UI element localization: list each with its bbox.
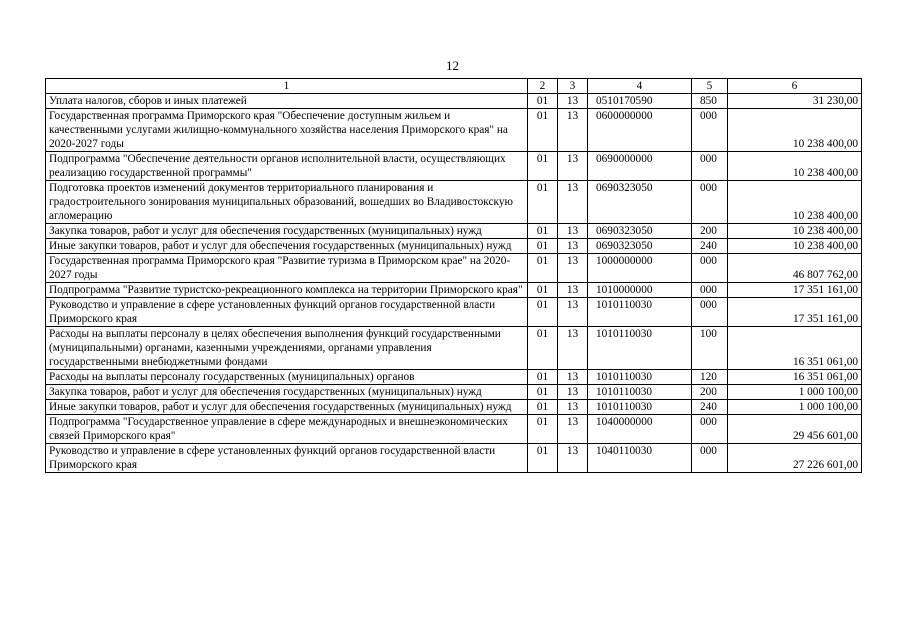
row-section: 01 xyxy=(528,254,558,283)
table-row xyxy=(46,298,862,327)
row-subsection: 13 xyxy=(558,283,588,298)
row-section: 01 xyxy=(528,444,558,473)
row-subsection: 13 xyxy=(558,109,588,152)
table-row xyxy=(46,254,862,283)
row-subsection: 13 xyxy=(558,298,588,327)
row-name: Руководство и управление в сфере установленных функций органов государственной власти Приморского края xyxy=(46,444,528,473)
row-subsection: 13 xyxy=(558,444,588,473)
row-target-item: 0690323050 xyxy=(588,224,692,239)
row-section: 01 xyxy=(528,109,558,152)
table-row xyxy=(46,109,862,152)
row-target-item: 1010110030 xyxy=(588,298,692,327)
row-target-item: 0690323050 xyxy=(588,181,692,224)
table-row xyxy=(46,444,862,473)
row-name: Подпрограмма "Обеспечение деятельности органов исполнительной власти, осуществляющих реализацию государственной программы" xyxy=(46,152,528,181)
row-expense-type: 000 xyxy=(692,298,728,327)
row-target-item: 1040000000 xyxy=(588,415,692,444)
row-name: Иные закупки товаров, работ и услуг для обеспечения государственных (муниципальных) нужд xyxy=(46,400,528,415)
table-row xyxy=(46,94,862,109)
row-target-item: 1000000000 xyxy=(588,254,692,283)
header-col-3: 3 xyxy=(558,79,588,94)
header-col-6: 6 xyxy=(728,79,862,94)
table-row xyxy=(46,224,862,239)
row-section: 01 xyxy=(528,152,558,181)
row-subsection: 13 xyxy=(558,254,588,283)
row-subsection: 13 xyxy=(558,385,588,400)
row-expense-type: 240 xyxy=(692,239,728,254)
row-target-item: 0510170590 xyxy=(588,94,692,109)
row-subsection: 13 xyxy=(558,94,588,109)
header-col-2: 2 xyxy=(528,79,558,94)
row-amount: 46 807 762,00 xyxy=(728,254,862,283)
budget-table xyxy=(45,78,862,473)
table-row xyxy=(46,181,862,224)
row-expense-type: 000 xyxy=(692,109,728,152)
row-section: 01 xyxy=(528,400,558,415)
row-target-item: 1010000000 xyxy=(588,283,692,298)
row-section: 01 xyxy=(528,385,558,400)
row-amount: 17 351 161,00 xyxy=(728,298,862,327)
row-amount: 10 238 400,00 xyxy=(728,152,862,181)
row-subsection: 13 xyxy=(558,327,588,370)
row-section: 01 xyxy=(528,415,558,444)
row-expense-type: 000 xyxy=(692,283,728,298)
row-expense-type: 200 xyxy=(692,224,728,239)
row-name: Государственная программа Приморского края "Обеспечение доступным жильем и качественными услугами жилищно-коммунального хозяйства населения Приморского края" на 2020-2027 годы xyxy=(46,109,528,152)
row-amount: 10 238 400,00 xyxy=(728,181,862,224)
page-number: 12 xyxy=(446,58,459,73)
row-name: Закупка товаров, работ и услуг для обеспечения государственных (муниципальных) нужд xyxy=(46,224,528,239)
row-subsection: 13 xyxy=(558,152,588,181)
row-amount: 29 456 601,00 xyxy=(728,415,862,444)
row-name: Подпрограмма "Государственное управление в сфере международных и внешнеэкономических связей Приморского края" xyxy=(46,415,528,444)
row-amount: 17 351 161,00 xyxy=(728,283,862,298)
row-amount: 10 238 400,00 xyxy=(728,239,862,254)
table-row xyxy=(46,152,862,181)
row-section: 01 xyxy=(528,224,558,239)
header-col-4: 4 xyxy=(588,79,692,94)
row-subsection: 13 xyxy=(558,370,588,385)
row-name: Расходы на выплаты персоналу в целях обеспечения выполнения функций государственными (муниципальными) органами, казенными учреждениями, органами управления государственными внебюджетными фондами xyxy=(46,327,528,370)
row-name: Уплата налогов, сборов и иных платежей xyxy=(46,94,528,109)
row-name: Руководство и управление в сфере установленных функций органов государственной власти Приморского края xyxy=(46,298,528,327)
row-section: 01 xyxy=(528,370,558,385)
table-row xyxy=(46,239,862,254)
header-row xyxy=(46,79,862,94)
row-expense-type: 000 xyxy=(692,444,728,473)
table-row xyxy=(46,415,862,444)
row-expense-type: 000 xyxy=(692,415,728,444)
row-section: 01 xyxy=(528,298,558,327)
table-row xyxy=(46,283,862,298)
row-expense-type: 000 xyxy=(692,152,728,181)
row-subsection: 13 xyxy=(558,400,588,415)
row-expense-type: 240 xyxy=(692,400,728,415)
row-expense-type: 100 xyxy=(692,327,728,370)
row-expense-type: 000 xyxy=(692,181,728,224)
row-amount: 16 351 061,00 xyxy=(728,370,862,385)
row-name: Закупка товаров, работ и услуг для обеспечения государственных (муниципальных) нужд xyxy=(46,385,528,400)
table-row xyxy=(46,400,862,415)
row-target-item: 1010110030 xyxy=(588,370,692,385)
row-expense-type: 000 xyxy=(692,254,728,283)
row-amount: 31 230,00 xyxy=(728,94,862,109)
row-section: 01 xyxy=(528,239,558,254)
row-target-item: 1040110030 xyxy=(588,444,692,473)
row-amount: 1 000 100,00 xyxy=(728,385,862,400)
row-section: 01 xyxy=(528,283,558,298)
row-expense-type: 200 xyxy=(692,385,728,400)
row-target-item: 1010110030 xyxy=(588,400,692,415)
table-row xyxy=(46,385,862,400)
row-subsection: 13 xyxy=(558,181,588,224)
row-target-item: 0690000000 xyxy=(588,152,692,181)
row-target-item: 1010110030 xyxy=(588,327,692,370)
row-name: Государственная программа Приморского края "Развитие туризма в Приморском крае" на 2020-2027 годы xyxy=(46,254,528,283)
row-section: 01 xyxy=(528,181,558,224)
row-expense-type: 850 xyxy=(692,94,728,109)
table-row xyxy=(46,327,862,370)
table-row xyxy=(46,370,862,385)
row-target-item: 0600000000 xyxy=(588,109,692,152)
header-col-5: 5 xyxy=(692,79,728,94)
header-col-1: 1 xyxy=(46,79,528,94)
row-amount: 1 000 100,00 xyxy=(728,400,862,415)
row-name: Подготовка проектов изменений документов территориального планирования и градостроительного зонирования муниципальных образований, вошедших во Владивостокскую агломерацию xyxy=(46,181,528,224)
row-name: Расходы на выплаты персоналу государственных (муниципальных) органов xyxy=(46,370,528,385)
row-expense-type: 120 xyxy=(692,370,728,385)
row-subsection: 13 xyxy=(558,415,588,444)
row-subsection: 13 xyxy=(558,239,588,254)
row-target-item: 0690323050 xyxy=(588,239,692,254)
row-target-item: 1010110030 xyxy=(588,385,692,400)
row-subsection: 13 xyxy=(558,224,588,239)
row-amount: 10 238 400,00 xyxy=(728,109,862,152)
row-section: 01 xyxy=(528,94,558,109)
row-name: Иные закупки товаров, работ и услуг для обеспечения государственных (муниципальных) нужд xyxy=(46,239,528,254)
row-name: Подпрограмма "Развитие туристско-рекреационного комплекса на территории Приморского края" xyxy=(46,283,528,298)
row-amount: 16 351 061,00 xyxy=(728,327,862,370)
row-amount: 10 238 400,00 xyxy=(728,224,862,239)
row-amount: 27 226 601,00 xyxy=(728,444,862,473)
row-section: 01 xyxy=(528,327,558,370)
